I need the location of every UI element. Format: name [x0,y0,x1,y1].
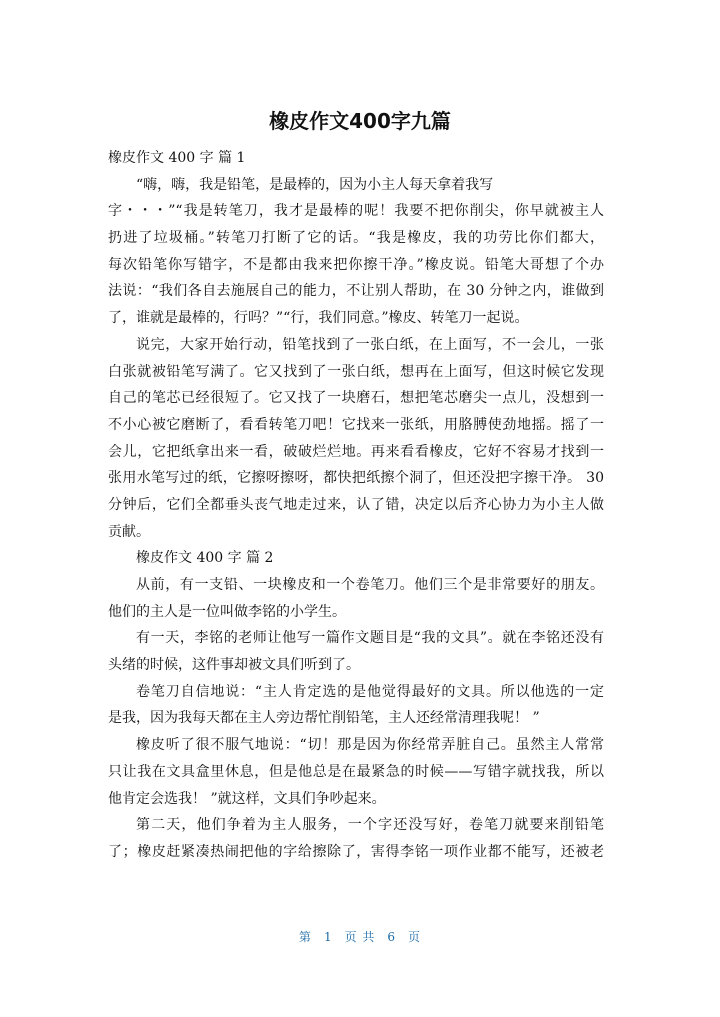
text-line: 橡皮作文 400 字 篇 2 [136,550,274,567]
footer-middle: 页 共 [344,930,376,944]
footer-suffix: 页 [408,930,422,944]
text-line: 法说：“我们各自去施展自己的能力，不让别人帮助，在 30 分钟之内，谁做到 [108,283,604,300]
page-footer [0,928,720,946]
text-line: 是我，因为我每天都在主人旁边帮忙削铅笔，主人还经常清理我呢！ ” [108,710,540,727]
text-line: 橡皮作文 400 字 篇 1 [108,150,246,166]
text-line: 了，谁就是最棒的，行吗？”“行，我们同意。”橡皮、转笔刀一起说。 [108,310,529,327]
text-line: 说完，大家开始行动，铅笔找到了一张白纸，在上面写，不一会儿，一张 [136,336,604,353]
text-line: “嗨，嗨，我是铅笔，是最棒的，因为小主人每天拿着我写 [136,176,494,193]
text-line: 不小心被它磨断了，看看转笔刀吧！它找来一张纸，用胳膊使劲地摇。摇了一 [108,416,604,433]
text-line: 第二天，他们争着为主人服务，一个字还没写好，卷笔刀就要来削铅笔 [136,817,604,834]
text-line: 贡献。 [108,523,150,540]
footer-page-number: 1 [323,930,333,944]
text-line: 有一天，李铭的老师让他写一篇作文题目是“我的文具”。就在李铭还没有 [136,630,604,647]
document-title: 橡皮作文400字九篇 [269,109,451,133]
footer-prefix: 第 [298,930,312,944]
text-line: 只让我在文具盒里休息，但是他总是在最紧急的时候——写错字就找我，所以 [108,763,604,780]
text-line: 张用水笔写过的纸，它擦呀擦呀，都快把纸擦个洞了，但还没把字擦干净。 30 [108,470,604,487]
text-line: 他肯定会选我！ ”就这样，文具们争吵起来。 [108,790,386,807]
document-body [108,145,604,866]
text-line: 自己的笔芯已经很短了。它又找了一块磨石，想把笔芯磨尖一点儿，没想到一 [108,390,604,407]
text-line: 每次铅笔你写错字，不是都由我来把你擦干净。”橡皮说。铅笔大哥想了个办 [108,256,604,273]
text-line: 头绪的时候，这件事却被文具们听到了。 [108,657,360,674]
text-line: 了；橡皮赶紧凑热闹把他的字给擦除了，害得李铭一项作业都不能写，还被老 [108,843,604,860]
text-line: 橡皮听了很不服气地说：“切！那是因为你经常弄脏自己。虽然主人常常 [136,737,604,754]
text-line: 分钟后，它们全都垂头丧气地走过来，认了错，决定以后齐心协力为小主人做 [108,496,604,513]
text-line: 卷笔刀自信地说：“主人肯定选的是他觉得最好的文具。所以他选的一定 [136,683,604,700]
text-line: 字・・・”“我是转笔刀，我才是最棒的呢！我要不把你削尖，你早就被主人 [108,203,604,220]
text-line: 他们的主人是一位叫做李铭的小学生。 [108,603,346,620]
footer-total-pages: 6 [387,930,397,944]
text-line: 会儿，它把纸拿出来一看，破破烂烂地。再来看看橡皮，它好不容易才找到一 [108,443,604,460]
text-line: 从前，有一支铅、一块橡皮和一个卷笔刀。他们三个是非常要好的朋友。 [136,577,604,593]
text-line: 扔进了垃圾桶。”转笔刀打断了它的话。“我是橡皮，我的功劳比你们都大， [108,230,604,247]
text-line: 白张就被铅笔写满了。它又找到了一张白纸，想再在上面写，但这时候它发现 [108,363,604,380]
